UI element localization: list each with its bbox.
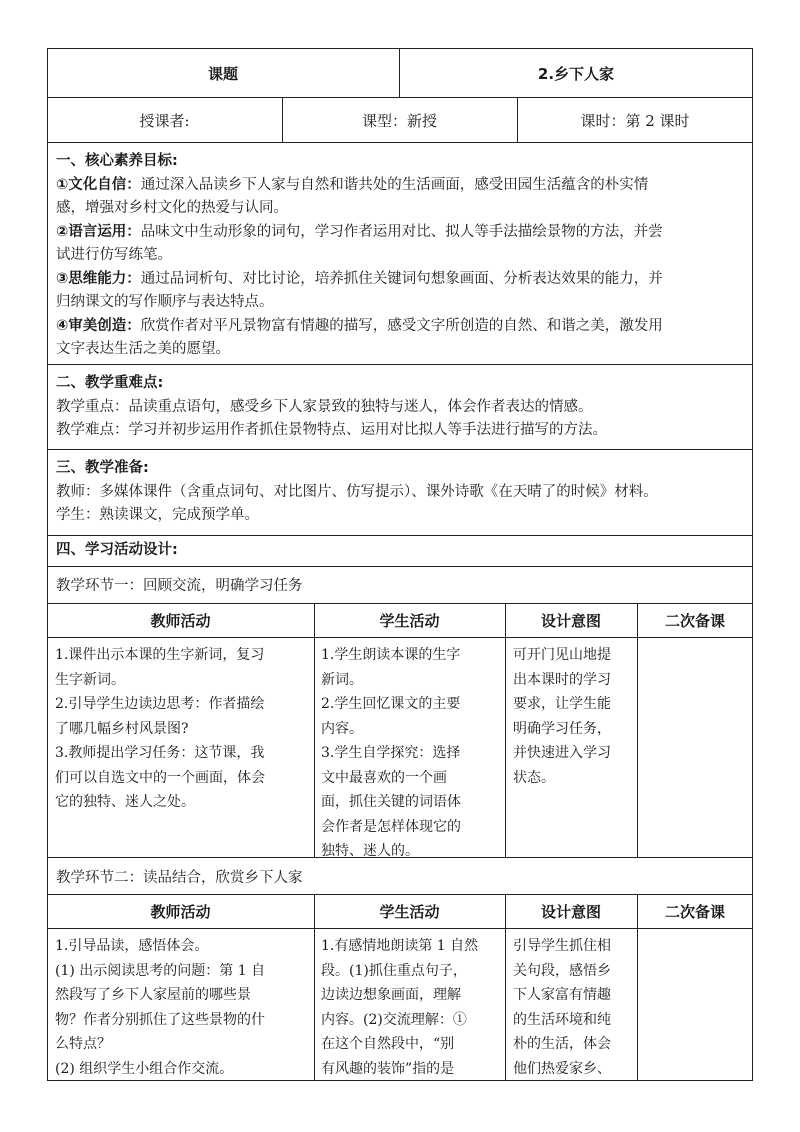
goal-text: 感，增强对乡村文化的热爱与认同。 <box>56 200 288 216</box>
student-line: 边读边想象画面，理解 <box>321 987 461 1003</box>
intent-line: 状态。 <box>513 769 555 786</box>
teacher-line: 生字新词。 <box>55 671 125 688</box>
stage1-student-activities <box>321 643 501 864</box>
intent-line: 的生活环境和纯 <box>513 1011 611 1028</box>
stage1-col-line-3 <box>637 603 638 857</box>
goal-text: 试进行仿写练笔。 <box>56 247 172 263</box>
student-line: 面，抓住关键的词语体 <box>321 794 461 810</box>
intent-line: 下人家富有情趣 <box>513 987 611 1003</box>
stage1-design-intent <box>513 643 635 790</box>
keypoints-section <box>56 372 752 443</box>
teacher-line: 然段写了乡下人家屋前的哪些景 <box>55 987 251 1003</box>
stage1-teacher-activities <box>55 643 310 815</box>
stage1-col-line-1 <box>314 603 315 857</box>
student-line: 段。(1)抓住重点句子， <box>321 962 467 979</box>
goal-label: ①文化自信： <box>56 176 141 193</box>
student-line: 内容。(2)交流理解：① <box>321 1011 467 1028</box>
goal-item <box>56 174 752 198</box>
divider-stage2-header-end <box>47 928 753 929</box>
goal-text: 欣赏作者对平凡景物富有情趣的描写，感受文字所创造的自然、和谐之美，激发用 <box>140 317 663 334</box>
teacher-line: 它的独特、迷人之处。 <box>55 794 195 810</box>
stage2-title: 教学环节二：读品结合，欣赏乡下人家 <box>56 870 303 886</box>
goals-section <box>56 150 752 362</box>
teacher-line: 么特点？ <box>55 1036 111 1052</box>
stage1-title: 教学环节一：回顾交流，明确学习任务 <box>56 578 303 594</box>
activities-heading: 四、学习活动设计: <box>56 542 178 558</box>
teacher-line: 1.引导品读，感悟体会。 <box>55 938 209 954</box>
intent-line: 可开门见山地提 <box>513 647 611 663</box>
teacher-line: 物？作者分别抓住了这些景物的什 <box>55 1011 265 1028</box>
goals-heading: 一、核心素养目标: <box>56 153 178 169</box>
preparation-section <box>56 457 752 528</box>
teacher-line: 3.教师提出学习任务：这节课，我 <box>55 745 265 761</box>
intent-line: 明确学习任务， <box>513 720 611 737</box>
divider-keypoints-end <box>47 449 753 450</box>
stage2-header-intent: 设计意图 <box>540 902 601 921</box>
goal-text: 通过深入品读乡下人家与自然和谐共处的生活画面，感受田园生活蕴含的朴实情 <box>140 176 649 193</box>
stage2-student-activities <box>321 934 501 1081</box>
student-line: 内容。 <box>321 720 363 737</box>
divider-goals-end <box>47 364 753 365</box>
lesson-period: 课时：第 2 课时 <box>580 111 690 130</box>
stage1-header-intent: 设计意图 <box>540 611 601 630</box>
goal-item <box>56 221 752 245</box>
keypoint-line: 教学难点：学习并初步运用作者抓住景物特点、运用对比拟人等手法进行描写的方法。 <box>56 422 607 438</box>
intent-line: 要求，让学生能 <box>513 696 611 712</box>
title-label: 课题 <box>207 64 238 83</box>
stage1-header-notes: 二次备课 <box>664 611 725 630</box>
keypoint-line: 教学重点：品读重点语句，感受乡下人家景致的独特与迷人，体会作者表达的情感。 <box>56 398 593 415</box>
student-line: 2.学生回忆课文的主要 <box>321 696 461 712</box>
preparation-line: 学生：熟读课文，完成预学单。 <box>56 507 259 523</box>
student-line: 独特、迷人的。 <box>321 843 419 859</box>
intent-line: 出本课时的学习 <box>513 671 611 688</box>
intent-line: 引导学生抓住相 <box>513 938 611 954</box>
stage2-header-teacher: 教师活动 <box>150 902 211 921</box>
goal-text: 归纳课文的写作顺序与表达特点。 <box>56 294 274 310</box>
teacher-label: 授课者: <box>139 111 190 130</box>
student-line: 会作者是怎样体现它的 <box>321 818 461 835</box>
stage1-header-student: 学生活动 <box>379 611 440 630</box>
student-line: 1.学生朗读本课的生字 <box>321 647 461 663</box>
lesson-type: 课型：新授 <box>361 111 437 130</box>
goal-item <box>56 268 752 292</box>
title-value: 2.乡下人家 <box>537 64 615 83</box>
stage2-header-notes: 二次备课 <box>664 902 725 921</box>
stage1-col-line-2 <box>505 603 506 857</box>
student-line: 有风趣的装饰”指的是 <box>321 1060 455 1077</box>
goal-label: ③思维能力： <box>56 270 141 287</box>
stage2-teacher-activities <box>55 934 310 1081</box>
goal-text: 文字表达生活之美的愿望。 <box>56 341 230 357</box>
intent-line: 他们热爱家乡、 <box>513 1060 611 1077</box>
goal-label: ④审美创造： <box>56 317 141 334</box>
student-line: 文中最喜欢的一个画 <box>321 769 447 786</box>
stage1-header-teacher: 教师活动 <box>150 611 211 630</box>
activities-section <box>56 539 752 563</box>
goal-text: 通过品词析句、对比讨论，培养抓住关键词句想象画面、分析表达效果的能力，并 <box>140 270 663 287</box>
teacher-line: 们可以自选文中的一个画面，体会 <box>55 769 265 786</box>
intent-line: 关句段，感悟乡 <box>513 962 611 979</box>
student-line: 1.有感情地朗读第 1 自然 <box>321 938 479 954</box>
preparation-heading: 三、教学准备: <box>56 460 149 476</box>
teacher-line: 2.引导学生边读边思考：作者描绘 <box>55 696 265 712</box>
stage2-design-intent <box>513 934 635 1081</box>
goal-text: 品味文中生动形象的词句，学习作者运用对比、拟人等手法描绘景物的方法，并尝 <box>140 223 663 240</box>
student-line: 3.学生自学探究：选择 <box>321 745 461 761</box>
student-line: 在这个自然段中，“别 <box>321 1036 455 1052</box>
divider-activities-end <box>47 566 753 567</box>
teacher-line: 1.课件出示本课的生字新词，复习 <box>55 647 265 663</box>
teacher-line: (2) 组织学生小组合作交流。 <box>55 1060 234 1077</box>
stage2-header-student: 学生活动 <box>379 902 440 921</box>
intent-line: 朴的生活，体会 <box>513 1036 611 1052</box>
preparation-line: 教师：多媒体课件（含重点词句、对比图片、仿写提示）、课外诗歌《在天晴了的时候》材料。 <box>56 483 658 500</box>
student-line: 新词。 <box>321 671 363 688</box>
keypoints-heading: 二、教学重难点: <box>56 375 164 391</box>
intent-line: 并快速进入学习 <box>513 745 611 761</box>
divider-prep-end <box>47 535 753 536</box>
goal-item <box>56 315 752 339</box>
divider-stage1-header-end <box>47 637 753 638</box>
goal-label: ②语言运用： <box>56 223 141 240</box>
teacher-line: (1) 出示阅读思考的问题：第 1 自 <box>55 962 266 979</box>
teacher-line: 了哪几幅乡村风景图? <box>55 720 189 737</box>
